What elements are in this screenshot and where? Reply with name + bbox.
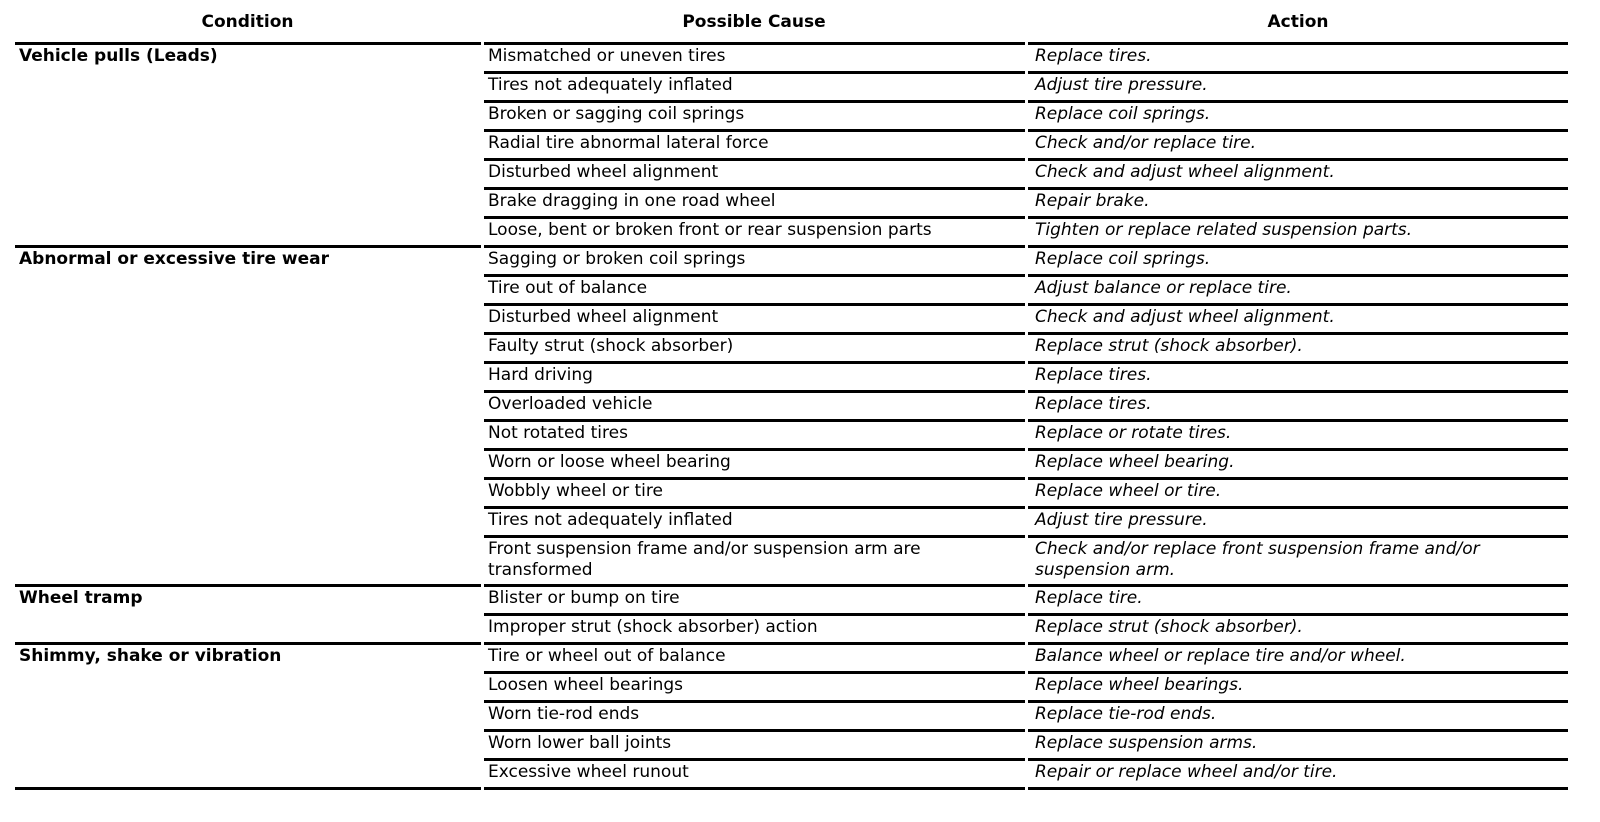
possible-cause: Tire or wheel out of balance	[488, 646, 726, 666]
row-divider	[1028, 129, 1568, 132]
row-divider	[1028, 642, 1568, 645]
row-divider	[1028, 700, 1568, 703]
row-divider	[1028, 787, 1568, 790]
row-divider	[1028, 42, 1568, 45]
row-divider	[484, 42, 1025, 45]
possible-cause: Wobbly wheel or tire	[488, 481, 663, 501]
condition-label: Vehicle pulls (Leads)	[19, 46, 218, 66]
possible-cause: Disturbed wheel alignment	[488, 162, 719, 182]
possible-cause: Tire out of balance	[488, 278, 648, 298]
possible-cause: Overloaded vehicle	[488, 394, 653, 414]
condition-label: Wheel tramp	[19, 588, 143, 608]
row-divider	[484, 216, 1025, 219]
action-text: Check and adjust wheel alignment.	[1035, 162, 1335, 182]
row-divider	[484, 642, 1025, 645]
row-divider	[15, 642, 481, 645]
action-text: Check and/or replace tire.	[1035, 133, 1257, 153]
action-text: Check and/or replace front suspension frame and/or suspension arm.	[1035, 539, 1480, 580]
row-divider	[1028, 361, 1568, 364]
action-text: Replace or rotate tires.	[1035, 423, 1232, 443]
row-divider	[15, 787, 481, 790]
row-divider	[1028, 448, 1568, 451]
possible-cause: Hard driving	[488, 365, 593, 385]
row-divider	[1028, 332, 1568, 335]
row-divider	[1028, 419, 1568, 422]
row-divider	[1028, 187, 1568, 190]
row-divider	[484, 274, 1025, 277]
possible-cause: Front suspension frame and/or suspension arm are transformed	[488, 539, 921, 580]
action-text: Replace tires.	[1035, 46, 1152, 66]
possible-cause: Not rotated tires	[488, 423, 628, 443]
action-text: Replace coil springs.	[1035, 249, 1211, 269]
action-text: Adjust balance or replace tire.	[1035, 278, 1292, 298]
action-text: Adjust tire pressure.	[1035, 75, 1208, 95]
row-divider	[484, 584, 1025, 587]
possible-cause: Faulty strut (shock absorber)	[488, 336, 734, 356]
row-divider	[484, 613, 1025, 616]
row-divider	[1028, 158, 1568, 161]
action-text: Replace strut (shock absorber).	[1035, 617, 1303, 637]
row-divider	[1028, 506, 1568, 509]
row-divider	[484, 390, 1025, 393]
row-divider	[484, 158, 1025, 161]
row-divider	[484, 419, 1025, 422]
possible-cause: Tires not adequately inflated	[488, 510, 733, 530]
possible-cause: Worn lower ball joints	[488, 733, 672, 753]
row-divider	[484, 187, 1025, 190]
action-text: Tighten or replace related suspension parts.	[1035, 220, 1413, 240]
action-text: Adjust tire pressure.	[1035, 510, 1208, 530]
row-divider	[484, 671, 1025, 674]
header-cause: Possible Cause	[682, 12, 826, 32]
row-divider	[15, 584, 481, 587]
possible-cause: Loose, bent or broken front or rear suspension parts	[488, 220, 932, 240]
possible-cause: Blister or bump on tire	[488, 588, 680, 608]
row-divider	[484, 129, 1025, 132]
row-divider	[1028, 100, 1568, 103]
action-text: Replace wheel bearings.	[1035, 675, 1244, 695]
header-action: Action	[1267, 12, 1329, 32]
row-divider	[1028, 477, 1568, 480]
row-divider	[1028, 671, 1568, 674]
row-divider	[484, 245, 1025, 248]
possible-cause: Worn tie-rod ends	[488, 704, 640, 724]
action-text: Replace strut (shock absorber).	[1035, 336, 1303, 356]
condition-label: Shimmy, shake or vibration	[19, 646, 282, 666]
row-divider	[1028, 729, 1568, 732]
row-divider	[484, 477, 1025, 480]
action-text: Replace tie-rod ends.	[1035, 704, 1217, 724]
possible-cause: Sagging or broken coil springs	[488, 249, 746, 269]
row-divider	[484, 332, 1025, 335]
row-divider	[1028, 613, 1568, 616]
possible-cause: Disturbed wheel alignment	[488, 307, 719, 327]
action-text: Replace tire.	[1035, 588, 1143, 608]
action-text: Replace tires.	[1035, 394, 1152, 414]
row-divider	[1028, 216, 1568, 219]
row-divider	[1028, 758, 1568, 761]
action-text: Repair or replace wheel and/or tire.	[1035, 762, 1338, 782]
row-divider	[484, 448, 1025, 451]
action-text: Balance wheel or replace tire and/or wheel.	[1035, 646, 1406, 666]
possible-cause: Brake dragging in one road wheel	[488, 191, 776, 211]
possible-cause: Tires not adequately inflated	[488, 75, 733, 95]
row-divider	[1028, 245, 1568, 248]
possible-cause: Radial tire abnormal lateral force	[488, 133, 769, 153]
possible-cause: Worn or loose wheel bearing	[488, 452, 731, 472]
header-condition: Condition	[201, 12, 294, 32]
row-divider	[1028, 303, 1568, 306]
row-divider	[1028, 584, 1568, 587]
row-divider	[484, 758, 1025, 761]
row-divider	[484, 361, 1025, 364]
row-divider	[1028, 274, 1568, 277]
action-text: Check and adjust wheel alignment.	[1035, 307, 1335, 327]
row-divider	[484, 729, 1025, 732]
row-divider	[1028, 71, 1568, 74]
possible-cause: Mismatched or uneven tires	[488, 46, 726, 66]
row-divider	[15, 42, 481, 45]
row-divider	[484, 100, 1025, 103]
possible-cause: Broken or sagging coil springs	[488, 104, 745, 124]
action-text: Replace tires.	[1035, 365, 1152, 385]
action-text: Repair brake.	[1035, 191, 1150, 211]
row-divider	[484, 787, 1025, 790]
row-divider	[1028, 390, 1568, 393]
row-divider	[484, 303, 1025, 306]
action-text: Replace coil springs.	[1035, 104, 1211, 124]
possible-cause: Loosen wheel bearings	[488, 675, 683, 695]
row-divider	[1028, 535, 1568, 538]
possible-cause: Improper strut (shock absorber) action	[488, 617, 818, 637]
row-divider	[15, 245, 481, 248]
possible-cause: Excessive wheel runout	[488, 762, 689, 782]
condition-label: Abnormal or excessive tire wear	[19, 249, 329, 269]
action-text: Replace suspension arms.	[1035, 733, 1258, 753]
action-text: Replace wheel or tire.	[1035, 481, 1222, 501]
row-divider	[484, 700, 1025, 703]
action-text: Replace wheel bearing.	[1035, 452, 1235, 472]
row-divider	[484, 71, 1025, 74]
row-divider	[484, 506, 1025, 509]
row-divider	[484, 535, 1025, 538]
